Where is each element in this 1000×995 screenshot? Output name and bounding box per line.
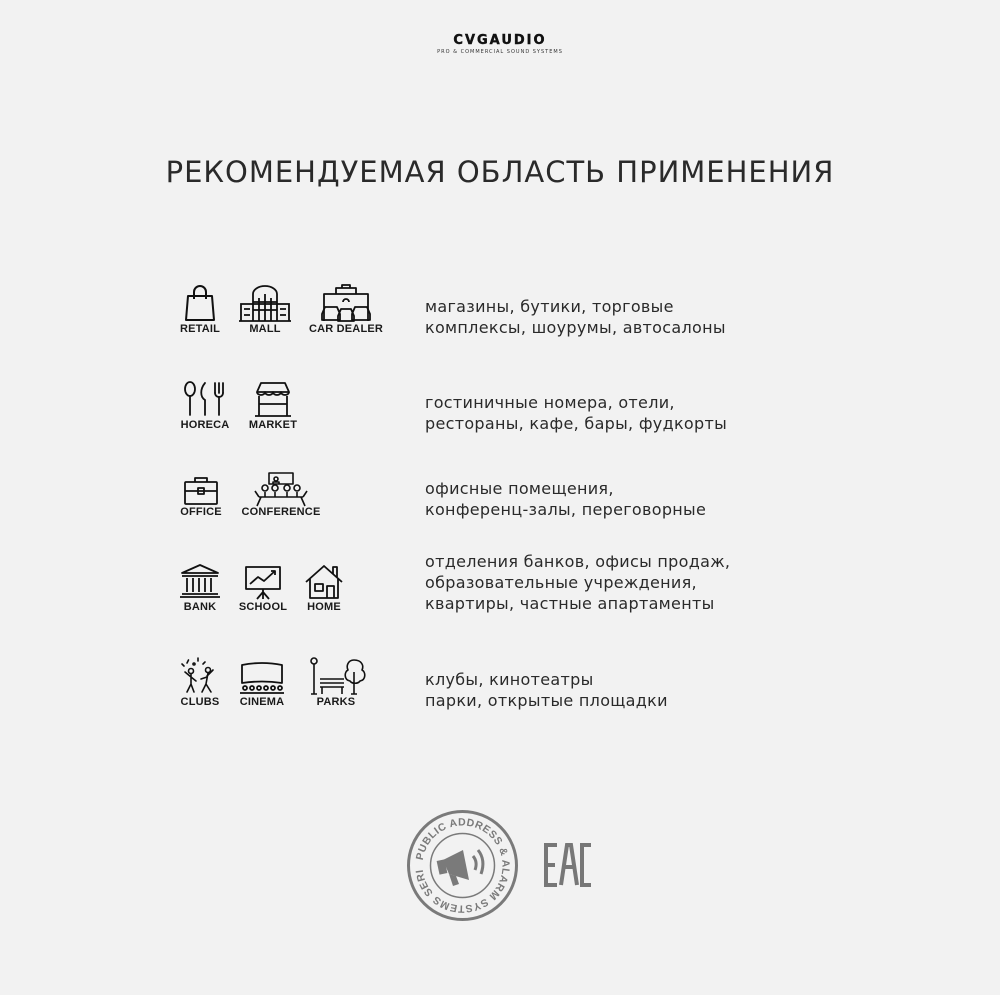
description-line: офисные помещения, [425, 479, 614, 498]
icon-label: HORECA [180, 419, 230, 431]
description-line: комплексы, шоурумы, автосалоны [425, 318, 726, 337]
description-line: образовательные учреждения, [425, 573, 697, 592]
description-line: гостиничные номера, отели, [425, 393, 675, 412]
icon-label: MALL [249, 323, 281, 335]
description-line: конференц-залы, переговорные [425, 500, 707, 519]
brand-logo [416, 34, 584, 60]
application-description [425, 296, 845, 338]
description-line: магазины, бутики, торговые [425, 297, 674, 316]
public-address-seal [405, 808, 520, 923]
icon-label: CONFERENCE [241, 506, 321, 518]
logo-wordmark: CVGAUDIO [453, 33, 547, 48]
eac-text: EAC [543, 842, 545, 843]
application-description [425, 392, 845, 434]
application-description [425, 669, 845, 711]
icon-label: BANK [183, 601, 217, 613]
description-line: квартиры, частные апартаменты [425, 594, 715, 613]
icon-label: PARKS [316, 696, 356, 708]
eac-mark [543, 842, 593, 892]
description-line: рестораны, кафе, бары, фудкорты [425, 414, 728, 433]
description-line: клубы, кинотеатры [425, 670, 594, 689]
icon-label: HOME [307, 601, 341, 613]
icon-label: MARKET [248, 419, 298, 431]
icon-label: CAR DEALER [308, 323, 384, 335]
icon-label: RETAIL [179, 323, 221, 335]
application-description [425, 478, 845, 520]
application-description [425, 551, 845, 614]
page-title: РЕКОМЕНДУЕМАЯ ОБЛАСТЬ ПРИМЕНЕНИЯ [165, 155, 835, 189]
icon-label: CINEMA [239, 696, 285, 708]
logo-tagline: PRO & COMMERCIAL SOUND SYSTEMS [437, 49, 563, 55]
seal-text: PUBLIC ADDRESS & ALARM SYSTEMS SERI [413, 816, 512, 915]
description-line: парки, открытые площадки [425, 691, 668, 710]
icon-label: CLUBS [180, 696, 220, 708]
icon-label: SCHOOL [238, 601, 288, 613]
icon-label: OFFICE [180, 506, 222, 518]
megaphone-icon [437, 850, 483, 886]
description-line: отделения банков, офисы продаж, [425, 552, 731, 571]
